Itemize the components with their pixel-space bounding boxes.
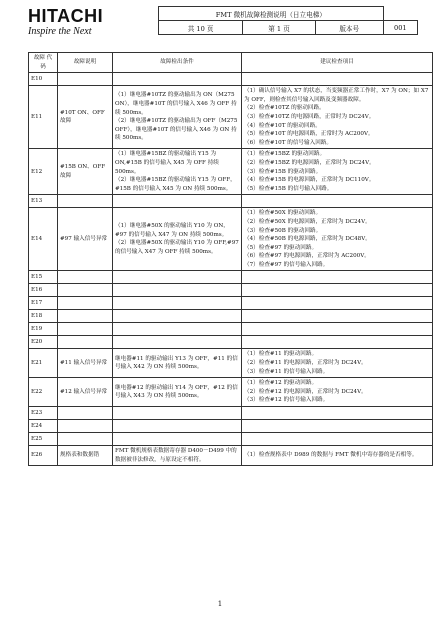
suggested-checks bbox=[242, 310, 433, 323]
fault-code: E23 bbox=[29, 407, 58, 420]
fault-code: E11 bbox=[29, 86, 58, 149]
detection-condition bbox=[113, 73, 242, 86]
table-row bbox=[29, 284, 433, 297]
check-item-line: （2）检查#50X 的电源回路，正常时为 DC24V。 bbox=[244, 218, 371, 225]
fault-description bbox=[58, 195, 113, 208]
fault-description bbox=[58, 323, 113, 336]
condition-line: 继电器#12 的驱动输出 Y14 为 OFF，#12 的信号输入 X43 为 ON 持续 500ms。 bbox=[115, 384, 238, 400]
suggested-checks bbox=[242, 297, 433, 310]
detection-condition bbox=[113, 297, 242, 310]
fault-code: E16 bbox=[29, 284, 58, 297]
fault-description: #11 输入信号异常 bbox=[58, 349, 113, 378]
version-label-text: 版本号 bbox=[339, 24, 360, 33]
detection-condition bbox=[113, 310, 242, 323]
table-row bbox=[29, 73, 433, 86]
suggested-checks bbox=[242, 271, 433, 284]
suggested-checks bbox=[242, 195, 433, 208]
fault-table bbox=[28, 52, 433, 466]
check-item-line: （3）检查#10TZ 的电源回路，正常时为 DC24V。 bbox=[244, 113, 375, 120]
table-row bbox=[29, 297, 433, 310]
fault-description bbox=[58, 336, 113, 349]
fault-description: #10T ON、OFF 故障 bbox=[58, 86, 113, 149]
check-item-line: （1）检查#12 的驱动回路。 bbox=[244, 380, 318, 387]
check-item-line: （1）检查规格表中 D989 的数据与 FMT 微机中寄存器的是否相等。 bbox=[244, 452, 418, 459]
check-item-line: （2）检查#11 的电源回路，正常时为 DC24V。 bbox=[244, 360, 367, 367]
fault-code: E21 bbox=[29, 349, 58, 378]
condition-line: （2）继电器#10TZ 的驱动输出为 OFF（M275 OFF），继电器#10T 的信号输入 X46 为 ON 持续 500ms。 bbox=[115, 118, 238, 142]
condition-line: 继电器#11 的驱动输出 Y13 为 OFF，#11 的信号输入 X42 为 ON 持续 500ms。 bbox=[115, 355, 238, 371]
fault-description bbox=[58, 433, 113, 446]
table-row bbox=[29, 446, 433, 466]
check-item-line: （3）检查#11 的信号输入回路。 bbox=[244, 368, 329, 375]
detection-condition bbox=[113, 378, 242, 407]
table-row bbox=[29, 407, 433, 420]
fault-code: E25 bbox=[29, 433, 58, 446]
fault-code: E19 bbox=[29, 323, 58, 336]
table-row bbox=[29, 336, 433, 349]
condition-line: （2）继电器#50X 的驱动输出 Y10 为 OFF,#97 的信号输入 X47 为 OFF 持续 500ms。 bbox=[115, 240, 239, 255]
fault-description bbox=[58, 73, 113, 86]
fault-description bbox=[58, 271, 113, 284]
fault-code: E15 bbox=[29, 271, 58, 284]
page-number: 1 bbox=[217, 600, 223, 608]
document-title: FMT 微机故障检测说明（日立电梯） bbox=[159, 7, 384, 21]
table-row bbox=[29, 310, 433, 323]
check-item-line: （4）检查#15B 的电源回路，正常时为 DC110V。 bbox=[244, 177, 375, 184]
hitachi-logo bbox=[28, 6, 156, 46]
suggested-checks bbox=[242, 407, 433, 420]
suggested-checks bbox=[242, 420, 433, 433]
detection-condition bbox=[113, 446, 242, 466]
table-row bbox=[29, 271, 433, 284]
detection-condition bbox=[113, 349, 242, 378]
check-item-line: （1）检查#11 的驱动回路。 bbox=[244, 351, 318, 358]
detection-condition bbox=[113, 407, 242, 420]
fault-code: E26 bbox=[29, 446, 58, 466]
fault-code: E13 bbox=[29, 195, 58, 208]
fault-code: E14 bbox=[29, 208, 58, 271]
suggested-checks bbox=[242, 86, 433, 149]
suggested-checks bbox=[242, 446, 433, 466]
fault-description: #12 输入信号异常 bbox=[58, 378, 113, 407]
detection-condition bbox=[113, 208, 242, 271]
check-item-line: （2）检查#15BZ 的电源回路，正常时为 DC24V。 bbox=[244, 159, 375, 166]
suggested-checks bbox=[242, 433, 433, 446]
check-item-line: （4）检查#10T 的驱动回路。 bbox=[244, 122, 321, 129]
suggested-checks bbox=[242, 149, 433, 195]
check-item-line: （3）检查#15B 的驱动回路。 bbox=[244, 168, 322, 175]
detection-condition bbox=[113, 323, 242, 336]
suggested-checks bbox=[242, 336, 433, 349]
fault-table-body bbox=[29, 73, 433, 466]
detection-condition bbox=[113, 149, 242, 195]
fault-code: E24 bbox=[29, 420, 58, 433]
check-item-line: （1）检查#15BZ 的驱动回路。 bbox=[244, 151, 326, 158]
check-item-line: （3）检查#50B 的驱动回路。 bbox=[244, 227, 322, 234]
check-item-line: （2）检查#12 的电源回路，正常时为 DC24V。 bbox=[244, 388, 367, 395]
suggested-checks bbox=[242, 73, 433, 86]
version-value: 001 bbox=[383, 21, 417, 35]
page-current: 第 1 页 bbox=[243, 21, 316, 35]
suggested-checks bbox=[242, 284, 433, 297]
fault-code: E17 bbox=[29, 297, 58, 310]
check-item-line: （4）检查#50B 的电源回路，正常时为 DC48V。 bbox=[244, 236, 371, 243]
logo-tagline: Inspire the Next bbox=[28, 26, 92, 37]
suggested-checks bbox=[242, 323, 433, 336]
fault-code: E22 bbox=[29, 378, 58, 407]
fault-code: E20 bbox=[29, 336, 58, 349]
table-row bbox=[29, 149, 433, 195]
table-row bbox=[29, 433, 433, 446]
table-row bbox=[29, 208, 433, 271]
check-item-line: （6）检查#97 的电源回路，正常时为 AC200V。 bbox=[244, 253, 370, 260]
check-item-line: （3）检查#12 的信号输入回路。 bbox=[244, 397, 329, 404]
condition-line: （1）继电器#50X 的驱动输出 Y10 为 ON，#97 的信号输入 X47 为 ON 持续 500ms。 bbox=[115, 223, 229, 238]
col-header-code: 故障 代码 bbox=[29, 53, 58, 73]
table-header-row bbox=[29, 53, 433, 73]
fault-description bbox=[58, 407, 113, 420]
condition-line: FMT 微机规格表数据寄存器 D400－D499 中的数据被非法修改，与原设定不相符。 bbox=[115, 448, 237, 463]
col-header-desc: 故障说明 bbox=[58, 53, 113, 73]
table-row bbox=[29, 349, 433, 378]
condition-line: （1）继电器#10TZ 的驱动输出为 ON（M275 ON），继电器#10T 的信号输入 X46 为 OFF 持续 500ms。 bbox=[115, 92, 237, 116]
fault-description: #97 输入信号异常 bbox=[58, 208, 113, 271]
col-header-action: 建议检查项目 bbox=[242, 53, 433, 73]
fault-code: E18 bbox=[29, 310, 58, 323]
check-item-line: （2）检查#10TZ 的驱动回路。 bbox=[244, 105, 325, 112]
header-info-table bbox=[158, 6, 418, 35]
fault-code: E12 bbox=[29, 149, 58, 195]
detection-condition bbox=[113, 284, 242, 297]
table-row bbox=[29, 378, 433, 407]
detection-condition bbox=[113, 86, 242, 149]
table-row bbox=[29, 86, 433, 149]
check-item-line: （5）检查#15B 的信号输入回路。 bbox=[244, 185, 333, 192]
check-item-line: （1）检查#50X 的驱动回路。 bbox=[244, 210, 322, 217]
suggested-checks bbox=[242, 349, 433, 378]
suggested-checks bbox=[242, 208, 433, 271]
detection-condition bbox=[113, 271, 242, 284]
detection-condition bbox=[113, 336, 242, 349]
check-item-line: （6）检查#10T 的信号输入回路。 bbox=[244, 139, 332, 146]
logo-main-text: HITACHI bbox=[28, 6, 104, 26]
condition-line: （2）继电器#15BZ 的驱动输出 Y15 为 OFF，#15B 的信号输入 X45 为 ON 持续 500ms。 bbox=[115, 177, 236, 192]
detection-condition bbox=[113, 420, 242, 433]
fault-description bbox=[58, 420, 113, 433]
check-item-line: （1）确认信号输入 X7 的状态，当变频器正常工作时，X7 为 ON；如 X7 为 OFF，则检查其信号输入回路及变频器故障。 bbox=[244, 88, 429, 103]
condition-line: （1）继电器#15BZ 的驱动输出 Y15 为 ON,#15B 的信号输入 X45 为 OFF 持续 500ms。 bbox=[115, 151, 219, 175]
suggested-checks bbox=[242, 378, 433, 407]
fault-description bbox=[58, 297, 113, 310]
detection-condition bbox=[113, 433, 242, 446]
table-row bbox=[29, 323, 433, 336]
table-row bbox=[29, 195, 433, 208]
version-label bbox=[315, 21, 383, 35]
pages-total: 共 10 页 bbox=[159, 21, 243, 35]
fault-description: 规格表和数据错 bbox=[58, 446, 113, 466]
fault-description bbox=[58, 310, 113, 323]
check-item-line: （7）检查#97 的信号输入回路。 bbox=[244, 261, 329, 268]
col-header-condition: 故障检出条件 bbox=[113, 53, 242, 73]
fault-description bbox=[58, 284, 113, 297]
table-row bbox=[29, 420, 433, 433]
check-item-line: （5）检查#10T 的电源回路，正常时为 AC200V。 bbox=[244, 131, 374, 138]
check-item-line: （5）检查#97 的驱动回路。 bbox=[244, 244, 318, 251]
detection-condition bbox=[113, 195, 242, 208]
fault-code: E10 bbox=[29, 73, 58, 86]
fault-description: #15B ON、OFF 故障 bbox=[58, 149, 113, 195]
